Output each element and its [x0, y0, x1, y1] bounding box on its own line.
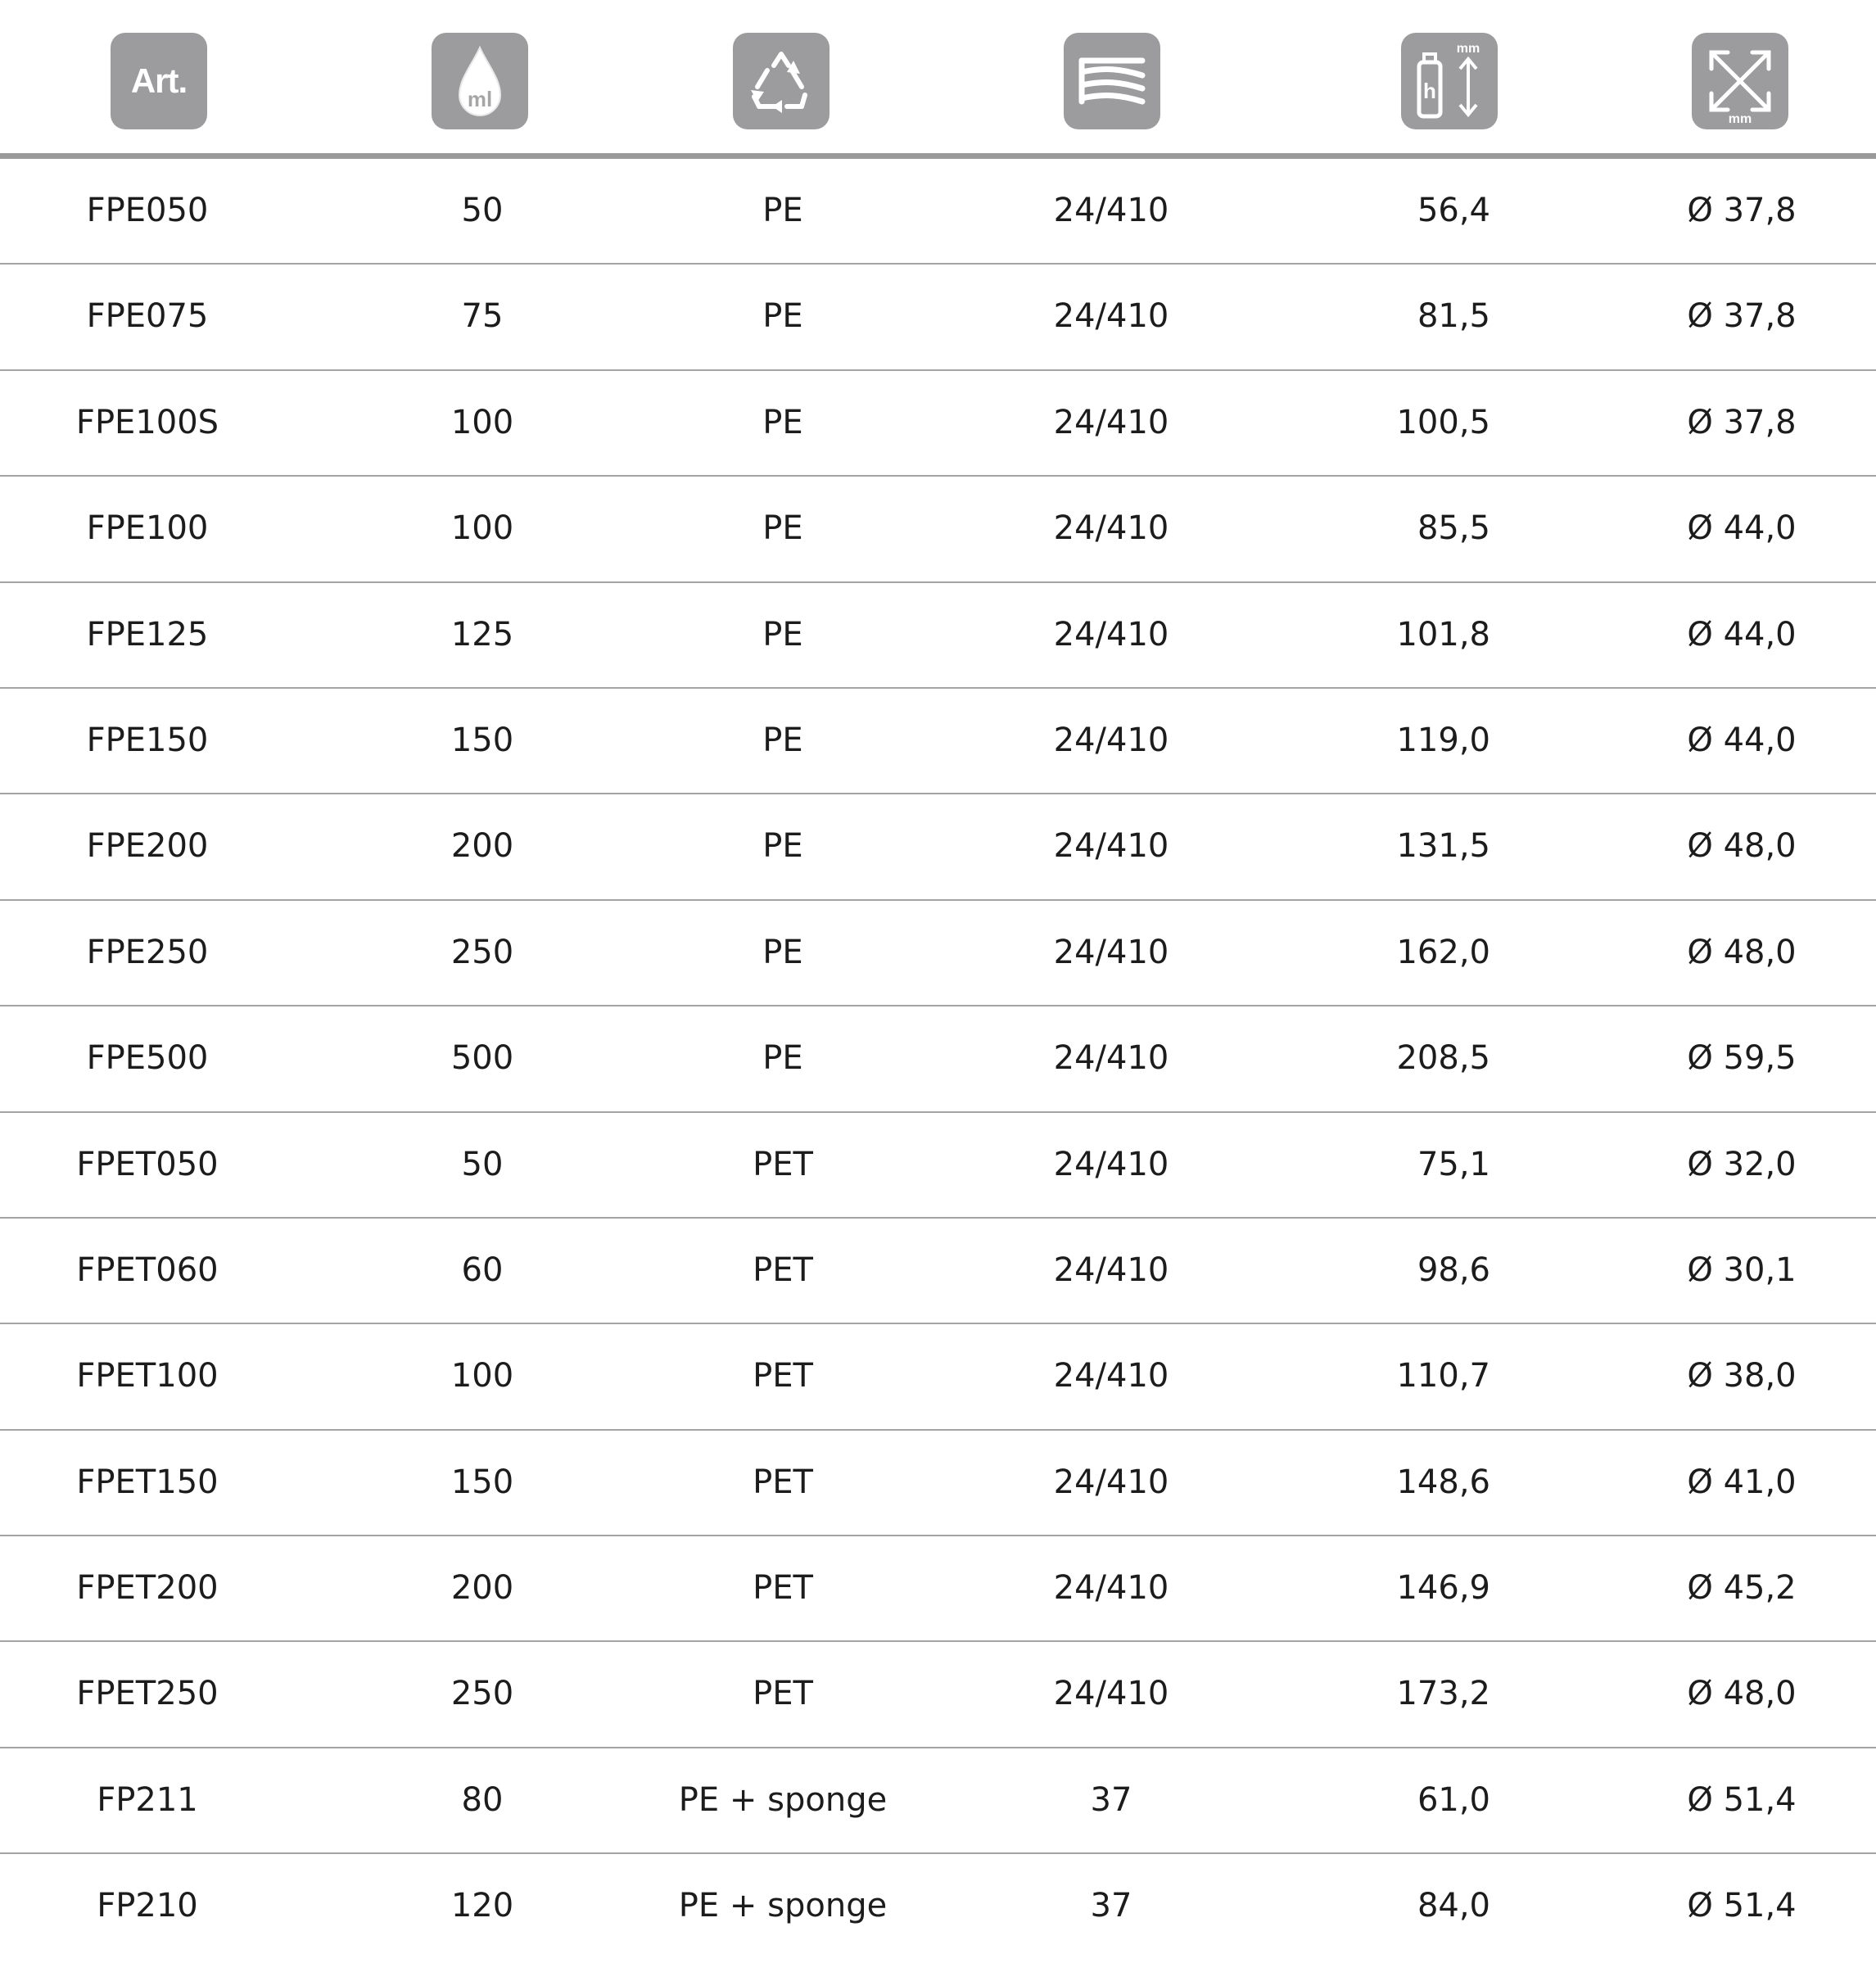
volume-cell: 100	[450, 509, 514, 548]
article-cell: FPET050	[76, 1145, 219, 1183]
volume-cell: 150	[450, 1463, 514, 1501]
neck-cell: 24/410	[1053, 1251, 1169, 1289]
height-cell: 85,5	[1417, 509, 1490, 548]
height-cell: 100,5	[1396, 403, 1490, 441]
diameter-cell: Ø 48,0	[1687, 827, 1797, 866]
neck-cell: 24/410	[1053, 1463, 1169, 1501]
article-cell: FPET060	[76, 1251, 219, 1289]
article-header-label: Art.	[130, 61, 188, 100]
volume-cell: 200	[450, 1569, 514, 1608]
neck-cell: 24/410	[1053, 192, 1169, 229]
diameter-cell: Ø 30,1	[1687, 1251, 1797, 1289]
height-cell: 98,6	[1417, 1251, 1490, 1289]
height-cell: 146,9	[1396, 1569, 1490, 1608]
diameter-cell: Ø 32,0	[1687, 1145, 1797, 1183]
volume-cell: 75	[461, 297, 504, 336]
height-cell: 131,5	[1396, 827, 1490, 866]
article-cell: FPE100	[86, 509, 209, 548]
diameter-cell: Ø 51,4	[1687, 1780, 1797, 1819]
diameter-cell: Ø 59,5	[1687, 1039, 1797, 1078]
height-label: h	[1423, 79, 1436, 103]
volume-cell: 120	[450, 1887, 514, 1925]
diameter-cell: Ø 48,0	[1687, 933, 1797, 971]
neck-cell: 37	[1090, 1887, 1132, 1925]
table-row	[0, 1219, 1876, 1324]
neck-cell: 24/410	[1053, 615, 1169, 654]
neck-cell: 24/410	[1053, 1145, 1169, 1183]
article-icon	[111, 33, 207, 129]
volume-cell: 250	[450, 1675, 514, 1713]
material-cell: PE	[762, 615, 803, 654]
volume-cell: 200	[450, 827, 514, 866]
table-row	[0, 1536, 1876, 1642]
table-row	[0, 689, 1876, 794]
diameter-cell: Ø 41,0	[1687, 1463, 1797, 1501]
diameter-cell: Ø 44,0	[1687, 615, 1797, 654]
volume-drop-icon	[432, 33, 528, 129]
ml-label: ml	[467, 87, 493, 111]
material-cell: PE	[762, 297, 803, 336]
article-cell: FPE250	[86, 933, 209, 971]
diameter-cell: Ø 45,2	[1687, 1569, 1797, 1608]
table-row	[0, 159, 1876, 265]
height-cell: 208,5	[1396, 1039, 1490, 1078]
neck-cell: 37	[1090, 1780, 1132, 1819]
diameter-cell: Ø 44,0	[1687, 509, 1797, 548]
material-cell: PET	[753, 1463, 813, 1501]
table-row	[0, 1006, 1876, 1112]
diameter-cell: Ø 48,0	[1687, 1675, 1797, 1713]
table-row	[0, 901, 1876, 1006]
volume-cell: 100	[450, 403, 514, 441]
material-cell: PE + sponge	[678, 1780, 888, 1819]
height-cell: 119,0	[1396, 721, 1490, 759]
volume-cell: 60	[461, 1251, 504, 1289]
article-cell: FPE200	[86, 827, 209, 866]
table-row	[0, 583, 1876, 689]
recycle-icon	[733, 33, 830, 129]
neck-cell: 24/410	[1053, 933, 1169, 971]
material-cell: PE	[762, 509, 803, 548]
diameter-cell: Ø 44,0	[1687, 721, 1797, 759]
article-cell: FP210	[97, 1887, 198, 1925]
table-row	[0, 1113, 1876, 1219]
diameter-icon	[1692, 33, 1788, 129]
height-cell: 61,0	[1417, 1780, 1490, 1819]
table-row	[0, 1748, 1876, 1854]
neck-cell: 24/410	[1053, 1357, 1169, 1395]
material-cell: PE	[762, 933, 803, 971]
neck-cell: 24/410	[1053, 827, 1169, 866]
material-cell: PET	[753, 1251, 813, 1289]
table-row	[0, 265, 1876, 370]
material-cell: PET	[753, 1357, 813, 1395]
material-cell: PE	[762, 827, 803, 866]
diameter-unit-label: mm	[1728, 112, 1752, 126]
volume-cell: 250	[450, 933, 514, 971]
article-cell: FPET150	[76, 1463, 219, 1501]
height-cell: 56,4	[1417, 192, 1490, 229]
height-cell: 173,2	[1396, 1675, 1490, 1713]
material-cell: PET	[753, 1145, 813, 1183]
height-cell: 81,5	[1417, 297, 1490, 336]
table-row	[0, 1324, 1876, 1430]
neck-cell: 24/410	[1053, 297, 1169, 336]
diameter-cell: Ø 37,8	[1687, 297, 1797, 336]
neck-cell: 24/410	[1053, 403, 1169, 441]
header-divider	[0, 153, 1876, 159]
table-row	[0, 1642, 1876, 1748]
article-cell: FP211	[97, 1780, 198, 1819]
material-cell: PE + sponge	[678, 1887, 888, 1925]
diameter-cell: Ø 37,8	[1687, 403, 1797, 441]
table-row	[0, 477, 1876, 582]
height-cell: 162,0	[1396, 933, 1490, 971]
article-cell: FPET250	[76, 1675, 219, 1713]
table-row	[0, 371, 1876, 477]
article-cell: FPE100S	[75, 403, 219, 441]
material-cell: PE	[762, 721, 803, 759]
table-row	[0, 1854, 1876, 1960]
volume-cell: 50	[461, 192, 504, 229]
volume-cell: 100	[450, 1357, 514, 1395]
neck-cell: 24/410	[1053, 509, 1169, 548]
article-cell: FPE500	[86, 1039, 209, 1078]
height-cell: 110,7	[1396, 1357, 1490, 1395]
neck-cell: 24/410	[1053, 1569, 1169, 1608]
table-row	[0, 794, 1876, 900]
volume-cell: 80	[461, 1780, 504, 1819]
thread-neck-icon	[1064, 33, 1160, 129]
neck-cell: 24/410	[1053, 1675, 1169, 1713]
diameter-cell: Ø 37,8	[1687, 192, 1797, 229]
volume-cell: 50	[461, 1145, 504, 1183]
article-cell: FPE150	[86, 721, 209, 759]
article-cell: FPE050	[86, 192, 209, 229]
material-cell: PET	[753, 1569, 813, 1608]
material-cell: PE	[762, 403, 803, 441]
diameter-cell: Ø 38,0	[1687, 1357, 1797, 1395]
material-cell: PET	[753, 1675, 813, 1713]
volume-cell: 150	[450, 721, 514, 759]
article-cell: FPE075	[86, 297, 209, 336]
height-cell: 75,1	[1417, 1145, 1490, 1183]
neck-cell: 24/410	[1053, 1039, 1169, 1078]
article-cell: FPET100	[76, 1357, 219, 1395]
height-unit-label: mm	[1456, 42, 1480, 56]
volume-cell: 500	[450, 1039, 514, 1078]
material-cell: PE	[762, 1039, 803, 1078]
height-cell: 84,0	[1417, 1887, 1490, 1925]
article-cell: FPET200	[76, 1569, 219, 1608]
product-table-body	[0, 159, 1876, 1961]
material-cell: PE	[762, 192, 803, 229]
table-row	[0, 1431, 1876, 1536]
height-cell: 148,6	[1396, 1463, 1490, 1501]
article-cell: FPE125	[86, 615, 209, 654]
diameter-cell: Ø 51,4	[1687, 1887, 1797, 1925]
neck-cell: 24/410	[1053, 721, 1169, 759]
height-cell: 101,8	[1396, 615, 1490, 654]
height-icon	[1401, 33, 1498, 129]
volume-cell: 125	[450, 615, 514, 654]
table-header	[0, 0, 1876, 158]
